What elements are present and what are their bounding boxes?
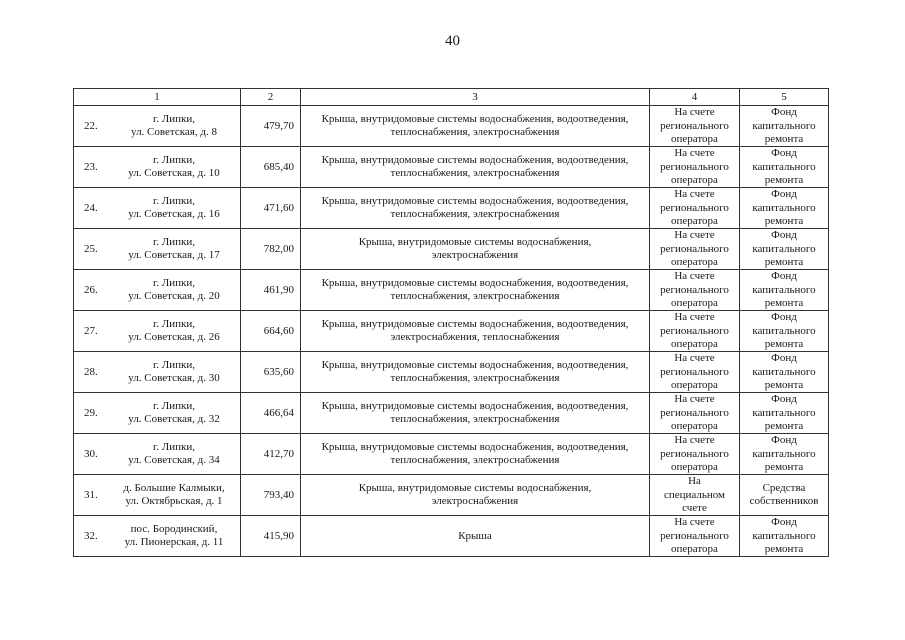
works-line-1: Крыша, внутридомовые системы водоснабжения, [358,236,592,248]
funding-line-1: Фонд [771,434,797,446]
funding-cell [740,516,829,557]
table-header-row [74,89,829,106]
funding-line-2: капитального [752,447,816,460]
address-cell [74,393,241,434]
works-cell [301,434,650,475]
address-cell [74,475,241,516]
works-cell [301,475,650,516]
account-line-2: регионального [660,365,729,378]
works-cell [301,352,650,393]
table-row [74,188,829,229]
row-number: 25. [84,242,98,255]
funding-line-1: Фонд [771,147,797,159]
table-row [74,393,829,434]
row-number: 29. [84,406,98,419]
area-cell: 685,40 [241,147,301,188]
funding-line-1: Фонд [771,516,797,528]
works-cell [301,516,650,557]
account-line-2: регионального [660,160,729,173]
address-locality: г. Липки, [153,441,195,453]
account-cell [650,434,740,475]
page-number: 40 [445,33,460,49]
account-cell [650,311,740,352]
works-line-2: теплоснабжения, электроснабжения [390,126,560,138]
account-line-3: оператора [671,297,718,309]
funding-line-2: капитального [752,242,816,255]
funding-line-1: Фонд [771,393,797,405]
funding-cell [740,229,829,270]
funding-cell [740,352,829,393]
funding-line-1: Фонд [771,270,797,282]
account-cell [650,393,740,434]
funding-line-3: ремонта [764,215,804,227]
table-row [74,516,829,557]
funding-line-3: ремонта [764,297,804,309]
works-line-2: теплоснабжения, электроснабжения [390,290,560,302]
funding-cell [740,475,829,516]
account-line-3: оператора [671,174,718,186]
area-cell: 479,70 [241,106,301,147]
funding-line-2: капитального [752,160,816,173]
account-line-2: регионального [660,242,729,255]
funding-line-1: Фонд [771,106,797,118]
table-row [74,352,829,393]
address-locality: г. Липки, [153,236,195,248]
works-line-2: электроснабжения [431,495,519,507]
account-line-3: оператора [671,338,718,350]
account-line-3: оператора [671,461,718,473]
account-line-1: На счете [674,229,715,241]
area-cell: 466,64 [241,393,301,434]
address-street: ул. Советская, д. 10 [128,167,220,179]
area-cell: 415,90 [241,516,301,557]
funding-line-1: Средства [762,481,806,494]
works-line-1: Крыша, внутридомовые системы водоснабжения, водоотведения, [321,400,629,412]
funding-line-2: капитального [752,529,816,542]
funding-cell [740,147,829,188]
column-header: 1 [74,89,241,106]
table-row [74,270,829,311]
account-line-1: На счете [674,106,715,118]
funding-line-2: капитального [752,201,816,214]
funding-line-3: ремонта [764,379,804,391]
area-cell: 635,60 [241,352,301,393]
funding-cell [740,270,829,311]
account-cell [650,229,740,270]
account-line-1: На счете [674,393,715,405]
area-cell: 782,00 [241,229,301,270]
account-cell [650,352,740,393]
works-line-1: Крыша, внутридомовые системы водоснабжения, водоотведения, [321,441,629,453]
account-line-3: оператора [671,543,718,555]
address-street: ул. Советская, д. 30 [128,372,220,384]
funding-line-3: ремонта [764,256,804,268]
works-line-1: Крыша, внутридомовые системы водоснабжения, водоотведения, [321,113,629,125]
account-line-2: регионального [660,406,729,419]
area-cell: 412,70 [241,434,301,475]
address-cell [74,434,241,475]
works-line-1: Крыша, внутридомовые системы водоснабжения, водоотведения, [321,359,629,371]
account-cell [650,475,740,516]
funding-line-1: Фонд [771,188,797,200]
column-header: 4 [650,89,740,106]
works-cell [301,229,650,270]
address-street: ул. Советская, д. 8 [131,126,217,138]
address-cell [74,516,241,557]
funding-line-3: ремонта [764,543,804,555]
address-street: ул. Советская, д. 32 [128,413,220,425]
account-line-3: оператора [671,256,718,268]
address-locality: г. Липки, [153,359,195,371]
address-locality: г. Липки, [153,277,195,289]
account-cell [650,188,740,229]
address-locality: г. Липки, [153,154,195,166]
works-cell [301,393,650,434]
row-number: 24. [84,201,98,214]
row-number: 31. [84,488,98,501]
address-locality: г. Липки, [153,400,195,412]
capital-repair-table [73,88,829,557]
funding-line-3: ремонта [764,461,804,473]
account-line-2: специальном [663,488,726,501]
account-line-2: регионального [660,529,729,542]
account-cell [650,147,740,188]
funding-cell [740,434,829,475]
column-header: 2 [241,89,301,106]
account-cell [650,106,740,147]
account-line-2: регионального [660,283,729,296]
table-row [74,229,829,270]
area-cell: 793,40 [241,475,301,516]
funding-line-2: капитального [752,283,816,296]
account-line-1: На счете [674,434,715,446]
address-cell [74,106,241,147]
account-line-3: оператора [671,133,718,145]
funding-line-3: ремонта [764,133,804,145]
address-cell [74,147,241,188]
works-cell [301,270,650,311]
account-line-1: На счете [674,516,715,528]
area-cell: 471,60 [241,188,301,229]
table-row [74,434,829,475]
row-number: 30. [84,447,98,460]
funding-line-3: ремонта [764,420,804,432]
works-line-2: теплоснабжения, электроснабжения [390,372,560,384]
address-street: ул. Советская, д. 17 [128,249,220,261]
account-line-2: регионального [660,201,729,214]
works-line-1: Крыша, внутридомовые системы водоснабжения, водоотведения, [321,154,629,166]
account-line-1: На счете [674,270,715,282]
address-cell [74,311,241,352]
address-locality: г. Липки, [153,318,195,330]
funding-line-1: Фонд [771,311,797,323]
row-number: 23. [84,160,98,173]
account-line-1: На счете [674,147,715,159]
funding-cell [740,106,829,147]
account-cell [650,270,740,311]
funding-line-2: собственников [749,495,819,507]
area-cell: 664,60 [241,311,301,352]
funding-line-3: ремонта [764,174,804,186]
table-row [74,311,829,352]
address-street: ул. Советская, д. 34 [128,454,220,466]
address-street: ул. Советская, д. 16 [128,208,220,220]
area-cell: 461,90 [241,270,301,311]
address-locality: г. Липки, [153,195,195,207]
works-cell [301,147,650,188]
row-number: 22. [84,119,98,132]
address-cell [74,352,241,393]
row-number: 28. [84,365,98,378]
account-line-1: На счете [674,311,715,323]
account-line-2: регионального [660,119,729,132]
works-line-1: Крыша, внутридомовые системы водоснабжения, водоотведения, [321,277,629,289]
funding-line-2: капитального [752,365,816,378]
works-line-2: теплоснабжения, электроснабжения [390,454,560,466]
funding-cell [740,393,829,434]
account-line-3: счете [682,502,707,514]
address-street: ул. Пионерская, д. 11 [124,536,224,548]
works-line-2: теплоснабжения, электроснабжения [390,208,560,220]
row-number: 26. [84,283,98,296]
table-row [74,106,829,147]
address-street: ул. Советская, д. 20 [128,290,220,302]
funding-line-3: ремонта [764,338,804,350]
works-line-1: Крыша, внутридомовые системы водоснабжения, водоотведения, [321,318,629,330]
row-number: 27. [84,324,98,337]
funding-line-2: капитального [752,119,816,132]
account-line-1: На счете [674,188,715,200]
account-line-2: регионального [660,447,729,460]
address-cell [74,270,241,311]
table-row [74,147,829,188]
account-line-3: оператора [671,379,718,391]
column-header: 5 [740,89,829,106]
works-line-2: электроснабжения [431,249,519,261]
address-locality: д. Большие Калмыки, [123,482,225,494]
works-line-2: теплоснабжения, электроснабжения [390,413,560,425]
works-cell [301,188,650,229]
account-cell [650,516,740,557]
funding-cell [740,311,829,352]
funding-line-2: капитального [752,324,816,337]
address-locality: г. Липки, [153,113,195,125]
works-line-1: Крыша, внутридомовые системы водоснабжения, водоотведения, [321,195,629,207]
address-cell [74,188,241,229]
account-line-3: оператора [671,215,718,227]
works-line-1: Крыша, внутридомовые системы водоснабжения, [358,482,592,494]
works-line-1: Крыша [458,529,492,542]
funding-line-1: Фонд [771,229,797,241]
address-cell [74,229,241,270]
funding-line-1: Фонд [771,352,797,364]
table-row [74,475,829,516]
funding-cell [740,188,829,229]
account-line-1: На счете [674,352,715,364]
works-line-2: электроснабжения, теплоснабжения [390,331,560,343]
address-street: ул. Советская, д. 26 [128,331,220,343]
works-cell [301,311,650,352]
column-header: 3 [301,89,650,106]
account-line-2: регионального [660,324,729,337]
address-street: ул. Октябрьская, д. 1 [125,495,223,507]
account-line-3: оператора [671,420,718,432]
address-locality: пос. Бородинский, [130,523,218,535]
works-cell [301,106,650,147]
row-number: 32. [84,529,98,542]
account-line-1: На [688,475,701,487]
funding-line-2: капитального [752,406,816,419]
works-line-2: теплоснабжения, электроснабжения [390,167,560,179]
